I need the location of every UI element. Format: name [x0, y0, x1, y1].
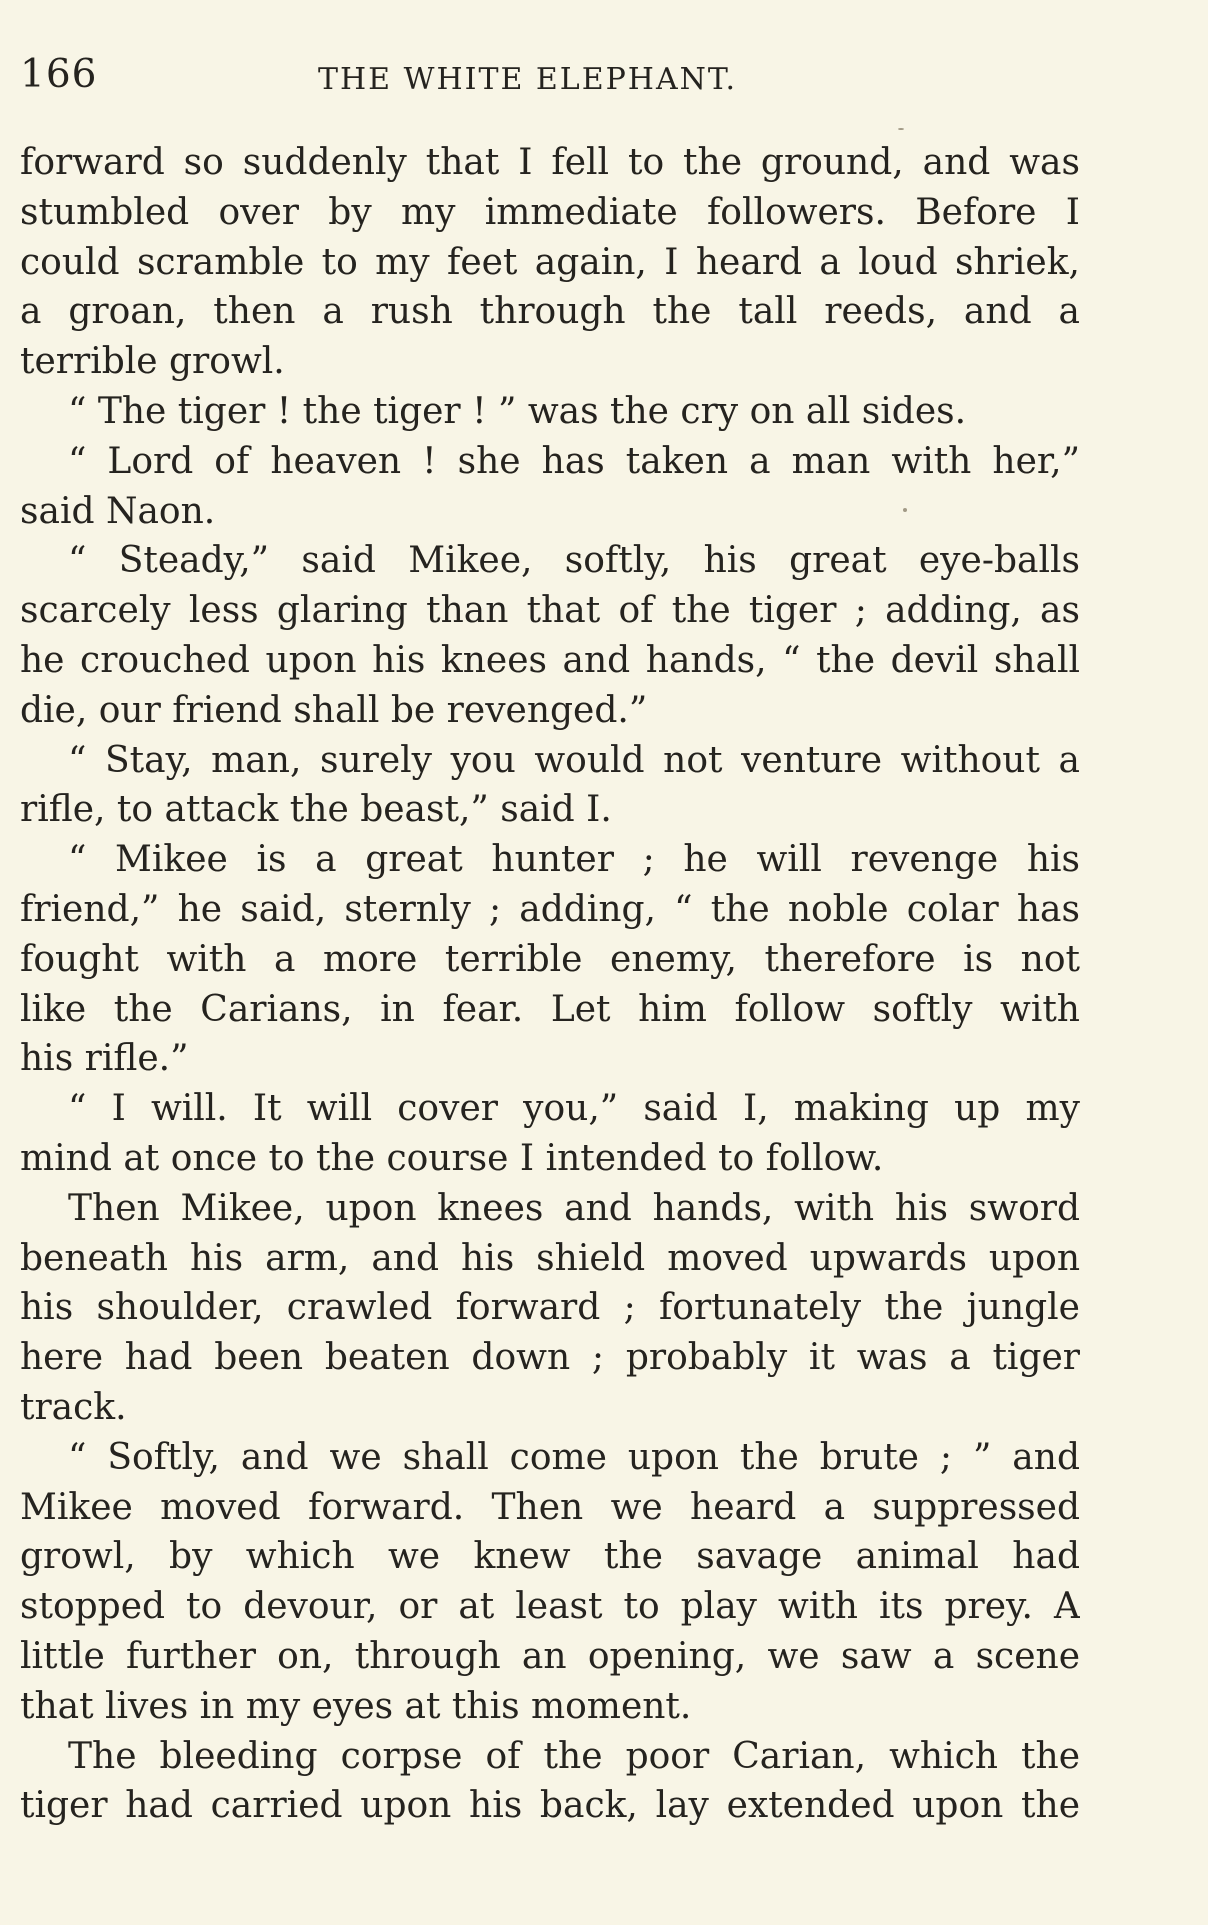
text-line: scarcely less glaring than that of the tiger ; adding, as: [20, 590, 1080, 632]
text-line: Then Mikee, upon knees and hands, with his sword: [68, 1187, 1080, 1229]
text-line: that lives in my eyes at this moment.: [20, 1685, 692, 1727]
text-line: mind at once to the course I intended to follow.: [20, 1137, 884, 1179]
text-line: die, our friend shall be revenged.”: [20, 689, 648, 731]
text-line: “ Softly, and we shall come upon the brute ; ” and: [68, 1436, 1080, 1478]
page-number: 166: [20, 52, 98, 97]
text-line: beneath his arm, and his shield moved upwards upon: [20, 1237, 1080, 1279]
text-line: “ Stay, man, surely you would not venture without a: [68, 739, 1080, 781]
text-line: fought with a more terrible enemy, therefore is not: [20, 938, 1080, 980]
text-line: a groan, then a rush through the tall reeds, and a: [20, 291, 1080, 333]
text-line: “ Lord of heaven ! she has taken a man with her,”: [68, 440, 1080, 482]
text-line: The bleeding corpse of the poor Carian, which the: [68, 1735, 1080, 1777]
text-line: “ I will. It will cover you,” said I, making up my: [68, 1088, 1080, 1130]
text-line: his rifle.”: [20, 1038, 189, 1080]
text-line: could scramble to my feet again, I heard a loud shriek,: [20, 241, 1080, 283]
text-line: forward so suddenly that I fell to the ground, and was: [20, 142, 1080, 183]
page-header: [20, 52, 1110, 112]
text-line: his shoulder, crawled forward ; fortunately the jungle: [20, 1287, 1080, 1329]
text-line: stopped to devour, or at least to play with its prey. A: [20, 1586, 1080, 1628]
text-line: stumbled over by my immediate followers. Before I: [20, 191, 1080, 233]
paper-speck: [903, 508, 907, 512]
paper-speck: [898, 128, 904, 130]
text-line: “ Mikee is a great hunter ; he will revenge his: [68, 839, 1080, 881]
text-line: tiger had carried upon his back, lay extended upon the: [20, 1785, 1080, 1827]
text-line: he crouched upon his knees and hands, “ the devil shall: [20, 639, 1080, 681]
text-line: “ Steady,” said Mikee, softly, his great eye-balls: [68, 540, 1080, 582]
running-title: THE WHITE ELEPHANT.: [318, 62, 738, 97]
text-line: friend,” he said, sternly ; adding, “ the noble colar has: [20, 888, 1080, 930]
text-line: like the Carians, in fear. Let him follow softly with: [20, 988, 1080, 1030]
text-line: here had been beaten down ; probably it was a tiger: [20, 1337, 1080, 1379]
text-line: little further on, through an opening, we saw a scene: [20, 1635, 1080, 1677]
text-line: Mikee moved forward. Then we heard a suppressed: [20, 1486, 1080, 1528]
text-line: said Naon.: [20, 490, 216, 532]
body-text: [20, 138, 1080, 1831]
text-line: rifle, to attack the beast,” said I.: [20, 789, 612, 831]
text-line: terrible growl.: [20, 341, 285, 383]
text-line: growl, by which we knew the savage animal had: [20, 1536, 1080, 1578]
text-line: track.: [20, 1386, 127, 1428]
text-line: “ The tiger ! the tiger ! ” was the cry on all sides.: [68, 390, 967, 432]
